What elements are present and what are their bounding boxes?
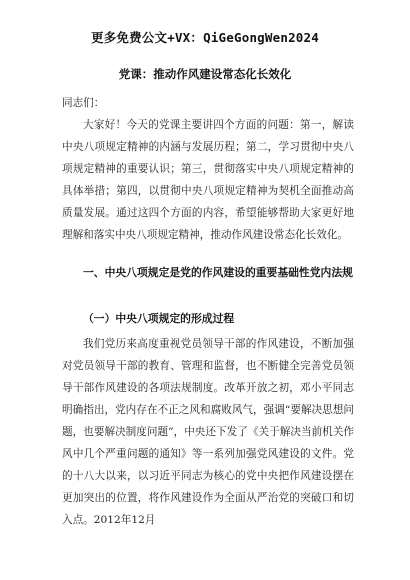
subsection-heading: （一）中央八项规定的形成过程 [83,312,235,325]
section-heading: 一、中央八项规定是党的作风建设的重要基础性党内法规 [83,266,353,279]
promo-banner: 更多免费公文+VX：QiGeGongWen2024 [91,30,319,45]
body-paragraph: 我们党历来高度重视党员领导干部的作风建设，不断加强对党员领导干部的教育、管理和监督，也不断健全完善党员领导干部作风建设的各项法规制度。改革开放之初，邓小平同志明确指出，党内存在不正之风和腐败风气，强调“要解决思想问题，也要解决制度问题”，中央还下发了《关于解决当前机关作风中几个严重问题的通知》等一系列加强党风建设的文件。党的十八大以来，以习近平同志为核心的党中央把作风建设摆在更加突出的位置，将作风建设作为全面从严治党的突破口和切入点。2012年12月 [62,338,354,526]
greeting: 同志们： [62,97,105,109]
document-title: 党课：推动作风建设常态化长效化 [118,67,292,81]
intro-paragraph: 大家好！今天的党课主要讲四个方面的问题：第一，解读中央八项规定精神的内涵与发展历程；第二，学习贯彻中央八项规定精神的重要认识；第三，贯彻落实中央八项规定精神的具体举措；第四，以贯彻中央八项规定精神为契机全面推动高质量发展。通过这四个方面的内容，希望能够帮助大家更好地理解和落实中央八项规定精神，推动作风建设常态化长效化。 [62,119,354,241]
